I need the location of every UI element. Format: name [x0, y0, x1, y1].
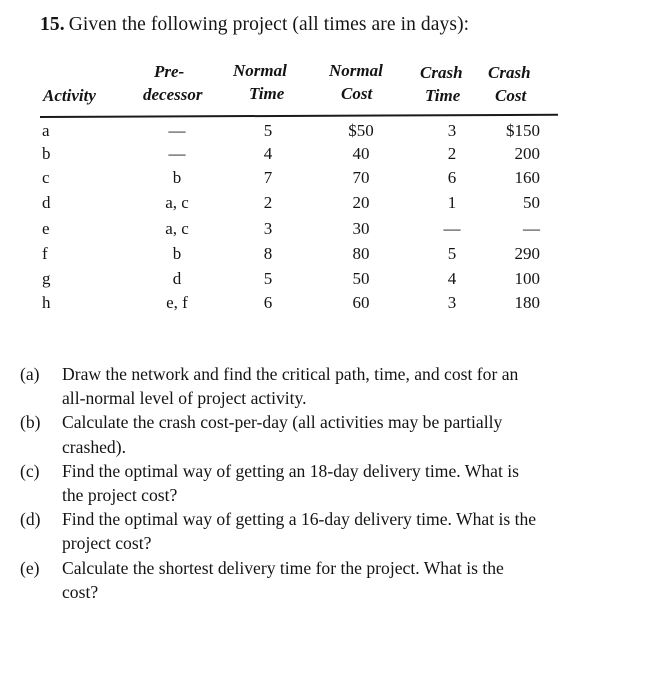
cell-predecessor: a, c [165, 218, 189, 238]
question-text: Find the optimal way of getting an 18-day delivery time. What is the project cost? [62, 460, 520, 506]
cell-predecessor: b [172, 168, 182, 188]
header-predecessor-line1: Pre- [154, 62, 185, 81]
cell-crash-cost: $150 [506, 121, 540, 140]
cell-crash-time: 3 [447, 121, 457, 140]
problem-heading [40, 14, 469, 36]
question-text: Find the optimal way of getting a 16-day delivery time. What is the project cost? [62, 509, 537, 554]
cell-predecessor: — [168, 144, 186, 164]
cell-normal-cost: 40 [352, 144, 370, 164]
question-label: (e) [20, 557, 40, 578]
header-normal-time-line2: Time [249, 84, 285, 103]
question-item [20, 556, 540, 604]
cell-crash-time: 3 [447, 293, 457, 313]
cell-activity: d [42, 193, 51, 213]
question-label: (c) [20, 460, 40, 481]
cell-predecessor: e, f [166, 293, 188, 313]
header-predecessor-line2: decessor [143, 85, 203, 104]
header-activity: Activity [43, 86, 96, 105]
cell-crash-cost: 100 [514, 268, 540, 288]
cell-activity: g [42, 268, 51, 288]
question-label: (b) [20, 412, 41, 433]
cell-crash-cost: 180 [514, 293, 540, 313]
cell-activity: h [42, 293, 51, 313]
cell-crash-time: 1 [447, 193, 457, 213]
cell-crash-cost: 50 [523, 193, 540, 213]
question-item [20, 459, 540, 507]
header-crash-time-line1: Crash [420, 63, 463, 82]
cell-normal-time: 8 [263, 243, 273, 263]
header-crash-cost-line1: Crash [488, 63, 531, 82]
cell-predecessor: a, c [165, 193, 189, 213]
cell-predecessor: d [172, 268, 182, 288]
cell-crash-time: — [443, 218, 461, 238]
cell-crash-cost: 200 [514, 144, 540, 164]
question-list [20, 362, 540, 604]
cell-crash-time: 2 [447, 144, 457, 164]
question-item [20, 410, 540, 458]
cell-normal-time: 5 [263, 121, 273, 140]
question-item [20, 507, 540, 555]
header-normal-cost-line2: Cost [341, 84, 373, 103]
header-normal-cost-line1: Normal [329, 61, 383, 80]
question-text: Calculate the crash cost-per-day (all activities may be partially crashed). [62, 412, 503, 457]
question-item [20, 362, 540, 410]
cell-crash-time: 5 [447, 243, 457, 263]
header-crash-time-line2: Time [425, 86, 461, 105]
cell-normal-time: 6 [263, 293, 273, 313]
cell-normal-time: 4 [263, 144, 273, 164]
cell-crash-cost: — [523, 218, 540, 238]
cell-crash-time: 4 [447, 268, 457, 288]
cell-predecessor: — [168, 121, 186, 140]
question-label: (a) [20, 364, 40, 384]
cell-activity: c [42, 168, 50, 188]
cell-normal-cost: 80 [352, 243, 370, 263]
cell-crash-cost: 160 [514, 168, 540, 188]
cell-normal-cost: $50 [348, 121, 374, 140]
cell-crash-cost: 290 [514, 243, 540, 263]
cell-normal-time: 2 [263, 193, 273, 213]
cell-normal-cost: 50 [352, 268, 370, 288]
header-crash-cost-line2: Cost [495, 86, 527, 105]
question-text: Calculate the shortest delivery time for the project. What is the cost? [62, 557, 504, 602]
cell-activity: a [42, 121, 50, 140]
question-text: Draw the network and find the critical path, time, and cost for an all-normal level of project activity. [62, 364, 519, 409]
cell-normal-time: 7 [263, 168, 273, 188]
cell-normal-time: 3 [263, 218, 273, 238]
cell-activity: f [42, 243, 48, 263]
cell-normal-cost: 30 [352, 218, 370, 238]
cell-crash-time: 6 [447, 168, 457, 188]
header-rule [40, 114, 558, 118]
cell-normal-cost: 60 [352, 293, 370, 313]
problem-statement: Given the following project (all times are in days): [68, 14, 470, 35]
header-normal-time-line1: Normal [233, 61, 287, 80]
question-label: (d) [20, 509, 41, 530]
cell-activity: e [42, 218, 50, 238]
cell-predecessor: b [172, 243, 182, 263]
cell-normal-cost: 20 [352, 193, 370, 213]
problem-number: 15. [40, 14, 65, 35]
cell-normal-cost: 70 [352, 168, 370, 188]
cell-normal-time: 5 [263, 268, 273, 288]
cell-activity: b [42, 144, 51, 164]
